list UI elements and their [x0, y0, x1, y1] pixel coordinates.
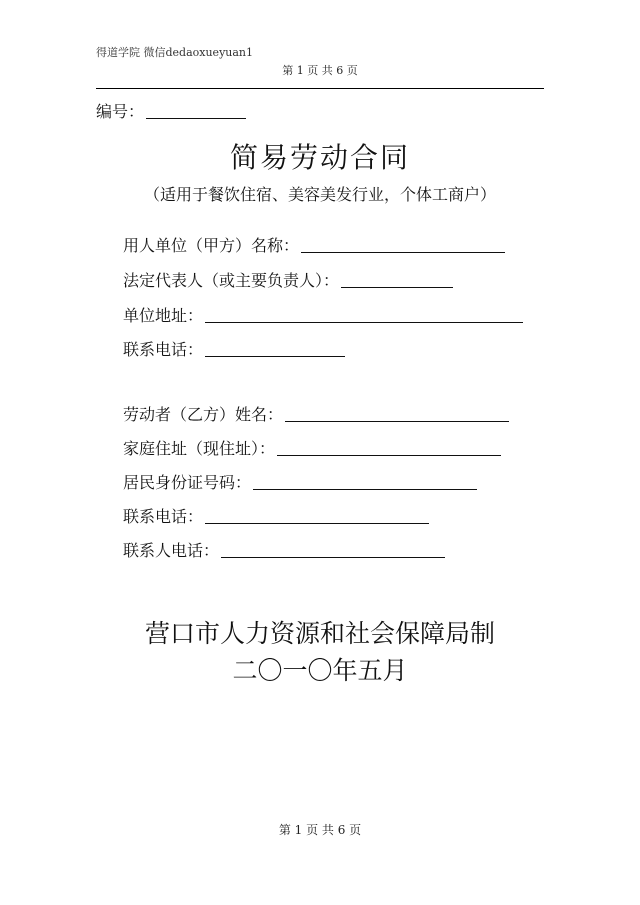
worker-phone-blank[interactable] [205, 522, 429, 524]
worker-contact-phone-field [123, 538, 445, 561]
footer-page-indicator: 第 1 页 共 6 页 [278, 823, 362, 837]
worker-id-label: 居民身份证号码： [123, 473, 252, 492]
contract-number-label: 编号： [96, 102, 145, 121]
worker-id-blank[interactable] [253, 488, 477, 490]
employer-address-blank[interactable] [205, 321, 523, 323]
worker-address-label: 家庭住址（现住址）： [123, 439, 276, 458]
employer-name-label: 用人单位（甲方）名称： [123, 236, 300, 255]
employer-address-label: 单位地址： [123, 306, 204, 325]
issue-date: 二〇一〇年五月 [232, 656, 408, 685]
worker-name-label: 劳动者（乙方）姓名： [123, 405, 284, 424]
employer-name-blank[interactable] [301, 251, 505, 253]
header-divider [96, 88, 544, 89]
legal-representative-label: 法定代表人（或主要负责人）： [123, 271, 340, 290]
employer-address-field [123, 303, 523, 326]
contract-number-field [96, 99, 246, 122]
worker-name-field [123, 402, 509, 425]
legal-representative-field [123, 268, 453, 291]
worker-address-blank[interactable] [277, 454, 501, 456]
header-watermark: 得道学院 微信dedaoxueyuan1 [96, 46, 254, 59]
worker-phone-label: 联系电话： [123, 507, 204, 526]
legal-representative-blank[interactable] [341, 286, 453, 288]
worker-name-blank[interactable] [285, 420, 509, 422]
employer-phone-blank[interactable] [205, 355, 345, 357]
employer-name-field [123, 233, 505, 256]
issuing-authority: 营口市人力资源和社会保障局制 [144, 619, 495, 648]
employer-phone-label: 联系电话： [123, 340, 204, 359]
contract-number-blank[interactable] [146, 117, 246, 119]
worker-id-field [123, 470, 477, 493]
header-page-indicator: 第 1 页 共 6 页 [282, 64, 358, 77]
employer-phone-field [123, 337, 345, 360]
document-title: 简易劳动合同 [229, 141, 410, 174]
worker-contact-phone-label: 联系人电话： [123, 541, 220, 560]
worker-contact-phone-blank[interactable] [221, 556, 445, 558]
document-subtitle: （适用于餐饮住宿、美容美发行业，个体工商户） [143, 185, 496, 204]
worker-address-field [123, 436, 501, 459]
worker-phone-field [123, 504, 429, 527]
